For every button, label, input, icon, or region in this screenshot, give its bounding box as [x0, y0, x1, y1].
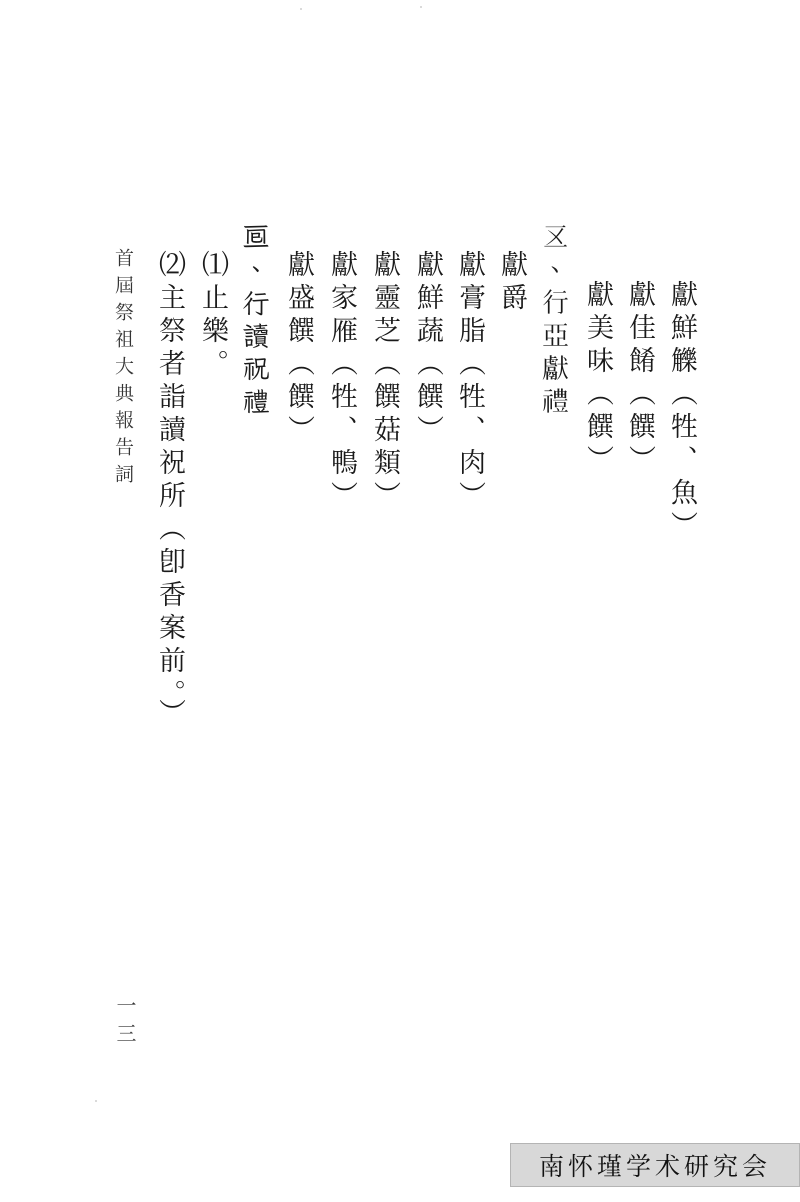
text-column-3: 獻美味︵饌︶: [582, 280, 613, 478]
text-column-10: 獻盛饌︵饌︶: [283, 250, 314, 448]
text-column-5: 獻爵: [496, 250, 527, 316]
section-heading-14: 𠄢、行讀祝禮: [240, 222, 271, 420]
scan-speck: [420, 6, 422, 8]
text-column-6: 獻膏脂︵牲、肉︶: [454, 250, 485, 514]
page-number: 一三: [113, 995, 137, 1051]
section-heading-13: 𠄡、行亞獻禮: [539, 222, 570, 420]
watermark-badge: 南怀瑾学术研究会: [510, 1143, 800, 1187]
text-column-7: 獻鮮蔬︵饌︶: [412, 250, 443, 448]
text-column-1: 獻鮮觻︵牲、魚︶: [666, 280, 697, 544]
scan-speck: [300, 8, 302, 10]
text-column-8: 獻靈芝︵饌菇類︶: [369, 250, 400, 514]
text-column-12: ⑴止樂。: [197, 250, 228, 382]
text-column-2: 獻佳餚︵饌︶: [624, 280, 655, 478]
text-column-9: 獻家雁︵牲、鴨︶: [326, 250, 357, 514]
text-column-13: ⑵主祭者詣讀祝所︵卽香案前。︶: [154, 250, 185, 732]
running-title: 首屆祭祖大典報告詞: [112, 248, 134, 491]
scan-speck: [95, 1100, 97, 1102]
